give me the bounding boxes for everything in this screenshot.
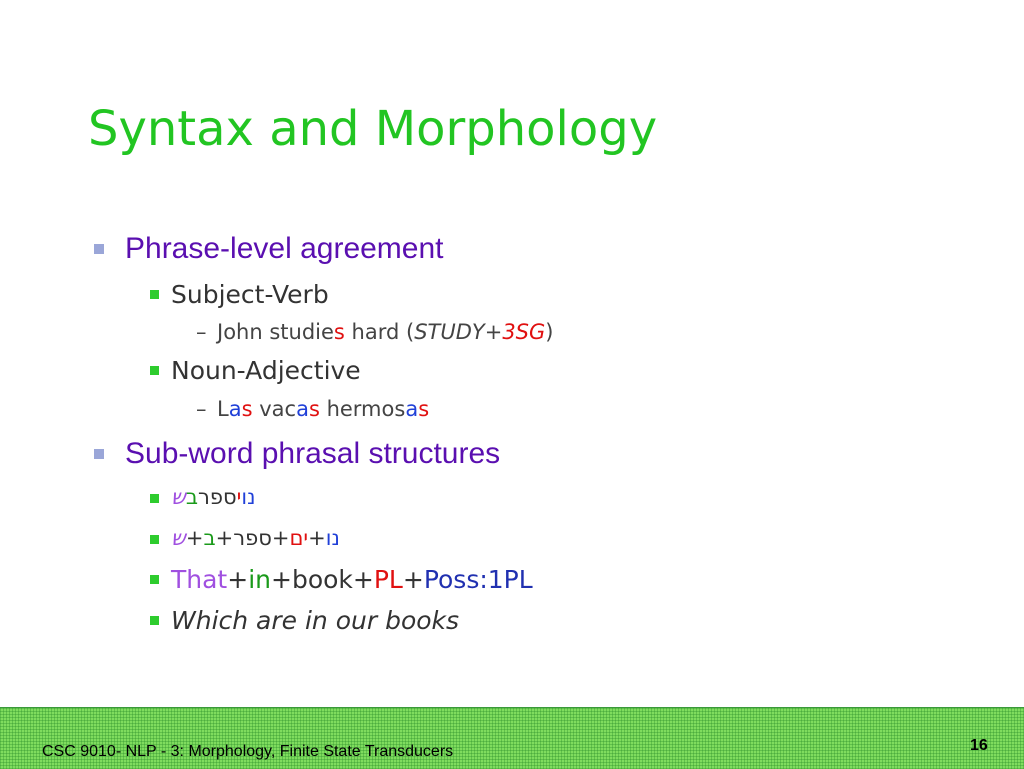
example-john-studies: [217, 322, 553, 343]
bullet-phrase-level-agreement: Phrase-level agreement: [125, 232, 444, 265]
gloss-3sg: 3SG: [502, 320, 546, 344]
bullet-square-icon: [150, 494, 159, 503]
gloss-that: That: [171, 565, 228, 594]
text-segment: vac: [252, 397, 297, 421]
example-las-vacas-hermosas: [217, 399, 429, 420]
hebrew-segment-yim: ים: [289, 526, 309, 550]
bullet-sub-word-phrasal-structures: Sub-word phrasal structures: [125, 437, 501, 470]
hebrew-word: [171, 487, 255, 508]
text-segment: ): [545, 320, 554, 344]
hebrew-segment-bet: ב: [185, 485, 199, 509]
plus-sign: +: [271, 526, 290, 550]
translation-which-are-in-our-books: Which are in our books: [171, 606, 460, 635]
plus-sign: +: [308, 526, 326, 550]
hebrew-segment-sefer: ספר: [233, 526, 272, 550]
slide-title: Syntax and Morphology: [88, 101, 658, 157]
dash-marker: –: [196, 320, 207, 344]
plural-marker: s: [418, 397, 430, 421]
bullet-square-icon: [150, 575, 159, 584]
plural-marker: s: [308, 397, 320, 421]
gender-marker: a: [296, 397, 309, 421]
gloss-segmented: [171, 567, 533, 592]
bullet-square-icon: [94, 244, 104, 254]
plural-marker: s: [241, 397, 253, 421]
hebrew-segment-shin: ש: [171, 526, 186, 550]
plus-sign: +: [227, 565, 249, 594]
bullet-square-icon: [150, 616, 159, 625]
bullet-noun-adjective: Noun-Adjective: [171, 356, 361, 385]
bullet-square-icon: [150, 366, 159, 375]
plus-sign: +: [215, 526, 234, 550]
gloss-pl: PL: [373, 565, 403, 594]
gender-marker: a: [228, 397, 242, 421]
gloss-in: in: [248, 565, 271, 594]
slide-number: 16: [970, 737, 988, 754]
text-segment: hard (: [344, 320, 415, 344]
text-segment: hermos: [319, 397, 406, 421]
bullet-square-icon: [94, 449, 104, 459]
hebrew-segment-sefer: ספר: [198, 485, 237, 509]
gender-marker: a: [405, 397, 419, 421]
footer-course-title: CSC 9010- NLP - 3: Morphology, Finite State Transducers: [42, 743, 454, 760]
text-segment: John studie: [217, 320, 334, 344]
hebrew-segment-shin: ש: [171, 485, 186, 509]
hebrew-segment-nu: נו: [325, 526, 340, 550]
dash-marker: –: [196, 397, 207, 421]
bullet-square-icon: [150, 535, 159, 544]
bullet-subject-verb: Subject-Verb: [171, 280, 329, 309]
agreement-suffix: s: [333, 320, 345, 344]
gloss-book: +book+: [271, 565, 374, 594]
gloss-poss: Poss:1PL: [423, 565, 533, 594]
hebrew-segment-nu: נו: [241, 485, 256, 509]
hebrew-segment-yod: י: [236, 485, 242, 509]
footer-bar: [0, 707, 1024, 769]
hebrew-segmented: [171, 528, 340, 549]
gloss-study: STUDY+: [414, 320, 503, 344]
bullet-square-icon: [150, 290, 159, 299]
plus-sign: +: [402, 565, 424, 594]
hebrew-segment-bet: ב: [203, 526, 216, 550]
text-segment: L: [217, 397, 229, 421]
plus-sign: +: [185, 526, 204, 550]
